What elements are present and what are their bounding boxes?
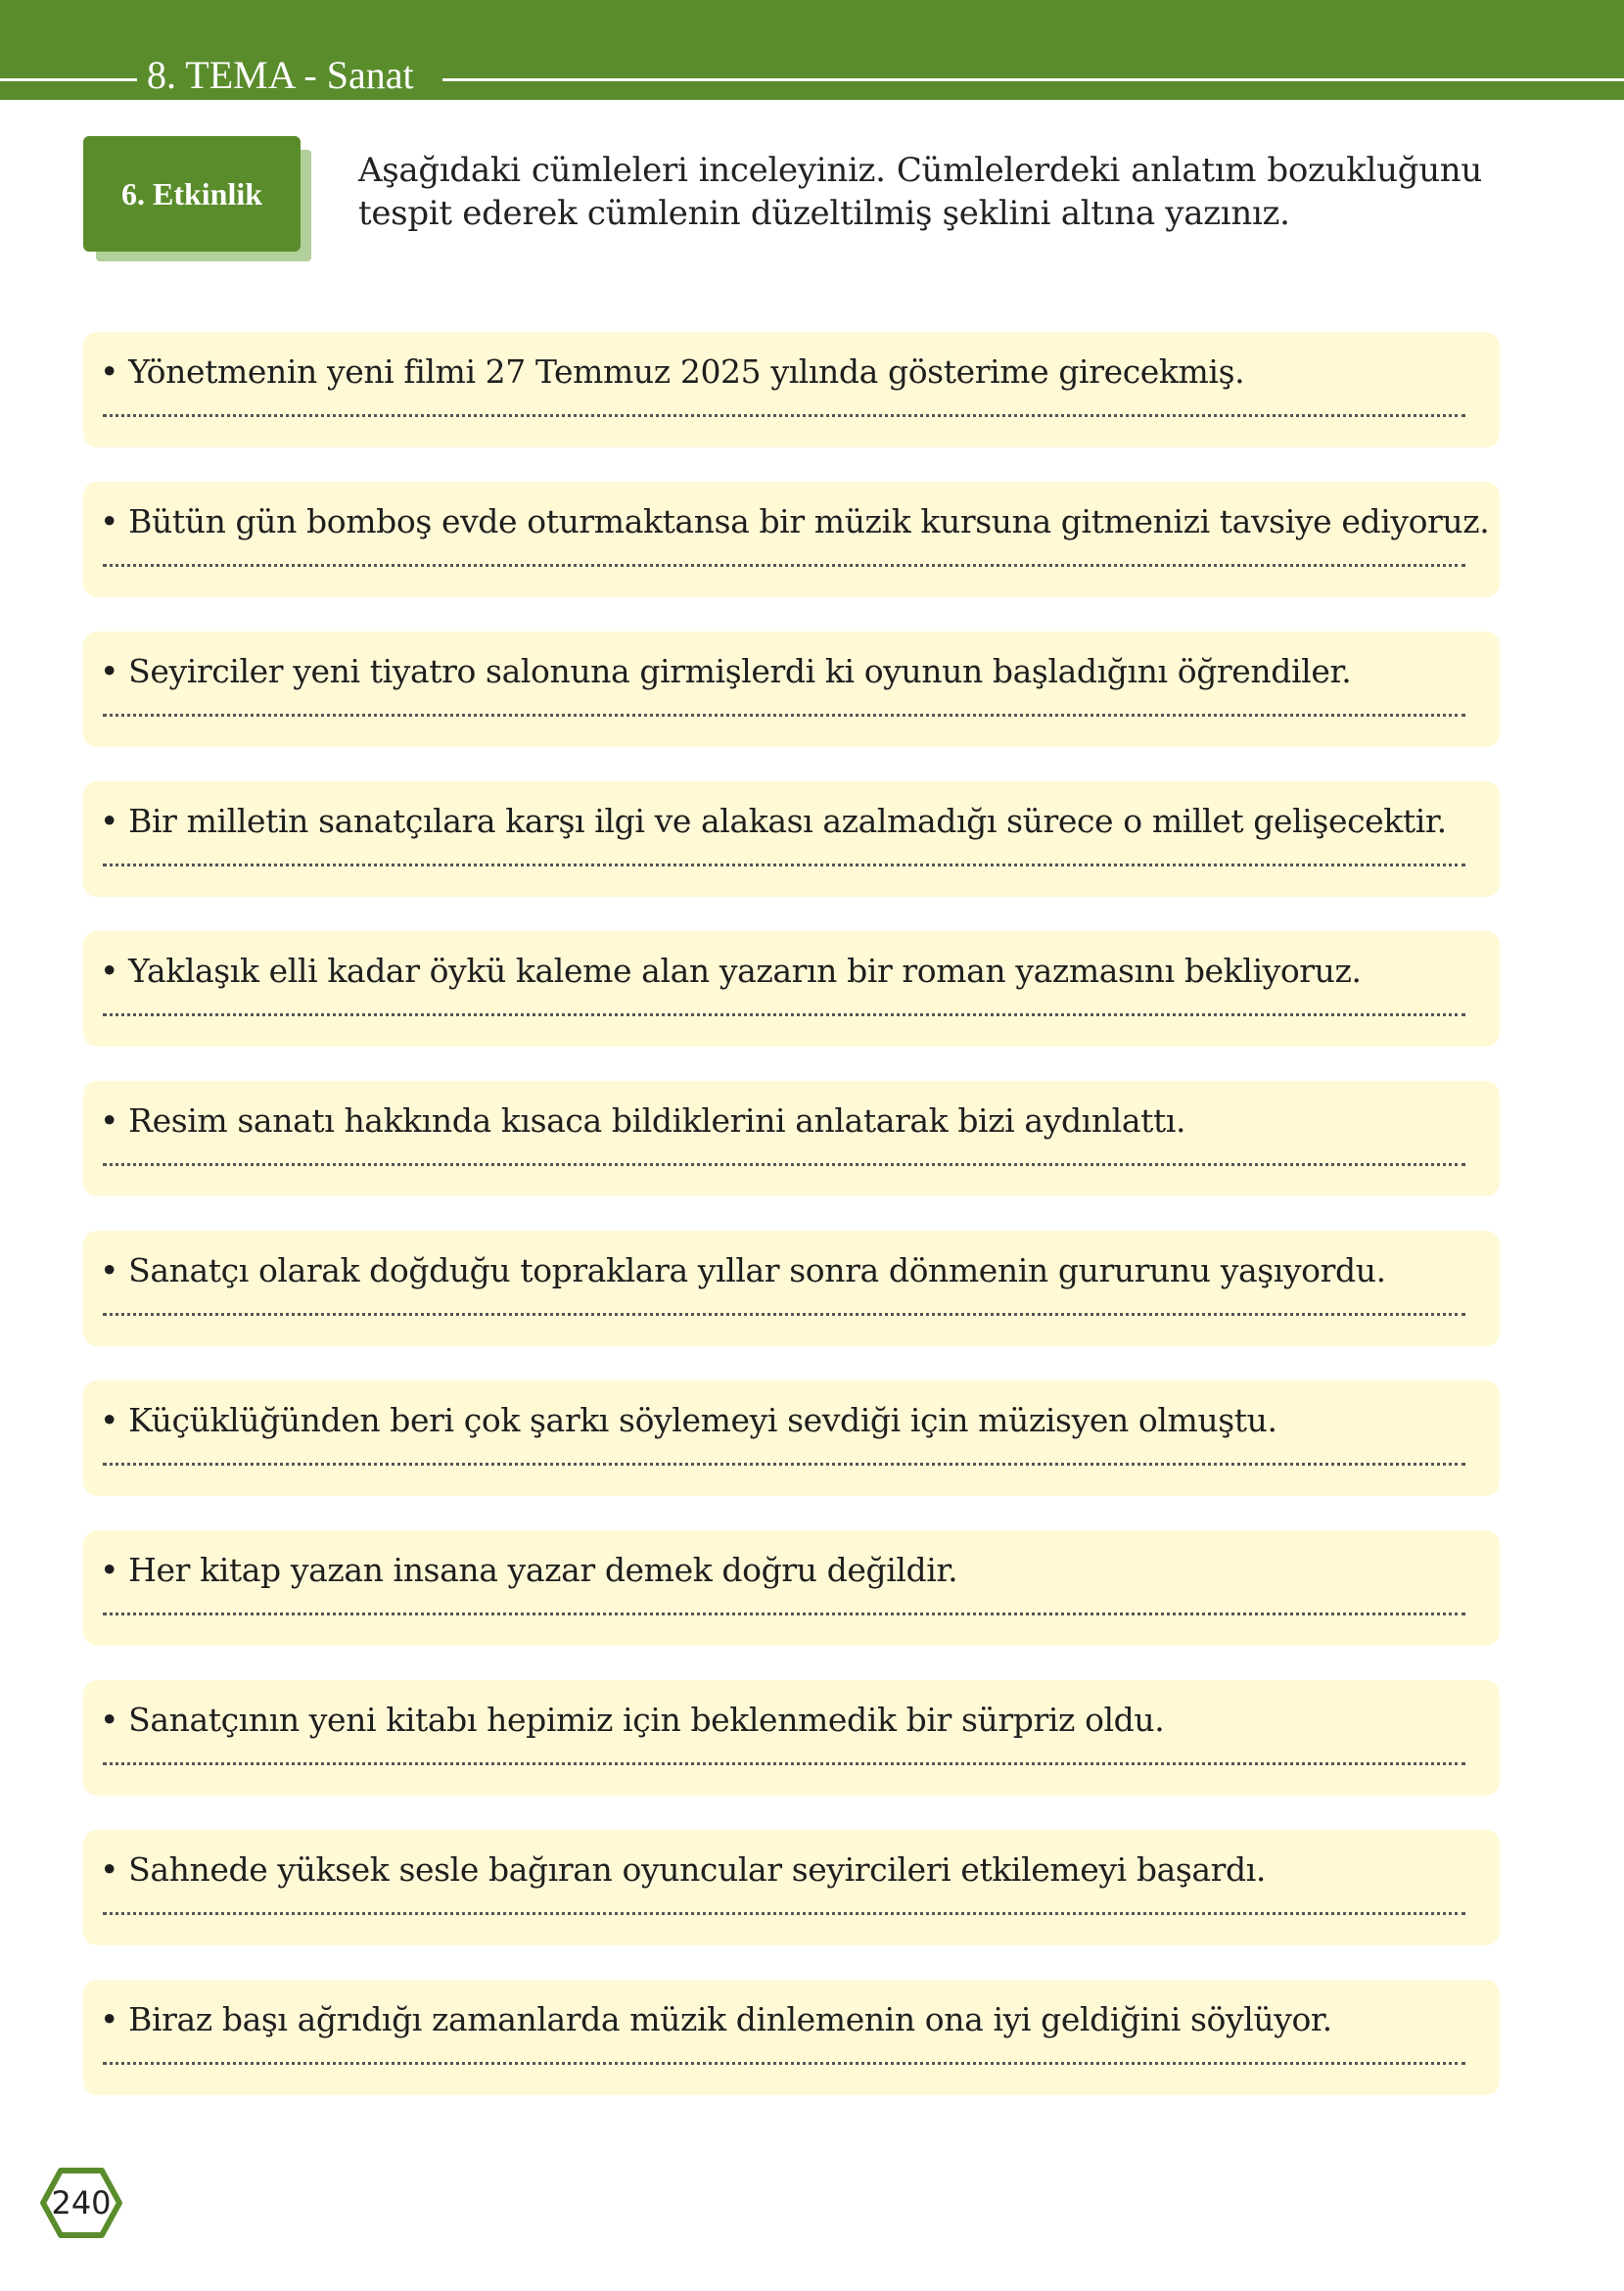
sentence-text: • Biraz başı ağrıdığı zamanlarda müzik dinlemenin ona iyi geldiğini söylüyor. (100, 2000, 1332, 2038)
sentence-item (83, 781, 1500, 897)
answer-line[interactable] (103, 2062, 1465, 2065)
page-number-badge (39, 2167, 123, 2239)
sentence-item (83, 1980, 1500, 2095)
theme-title: 8. TEMA - Sanat (147, 53, 414, 97)
answer-line[interactable] (103, 1313, 1465, 1316)
sentence-text: • Bir milletin sanatçılara karşı ilgi ve alakası azalmadığı sürece o millet gelişecektir. (100, 802, 1447, 840)
sentence-text: • Küçüklüğünden beri çok şarkı söylemeyi sevdiği için müzisyen olmuştu. (100, 1401, 1277, 1439)
sentence-item (83, 1081, 1500, 1196)
sentence-text: • Sanatçı olarak doğduğu topraklara yıllar sonra dönmenin gururunu yaşıyordu. (100, 1251, 1386, 1289)
header-rule-right (442, 78, 1624, 81)
answer-line[interactable] (103, 564, 1465, 567)
answer-line[interactable] (103, 1013, 1465, 1016)
sentence-item (83, 332, 1500, 447)
answer-line[interactable] (103, 1463, 1465, 1466)
answer-line[interactable] (103, 1912, 1465, 1915)
sentence-text: • Sanatçının yeni kitabı hepimiz için beklenmedik bir sürpriz oldu. (100, 1701, 1165, 1739)
sentence-item (83, 482, 1500, 597)
sentence-item (83, 1231, 1500, 1346)
sentence-item (83, 1830, 1500, 1945)
sentence-item (83, 931, 1500, 1047)
sentence-item (83, 1530, 1500, 1646)
sentence-text: • Yaklaşık elli kadar öykü kaleme alan yazarın bir roman yazmasını bekliyoruz. (100, 952, 1362, 990)
sentence-item (83, 631, 1500, 747)
sentence-text: • Seyirciler yeni tiyatro salonuna girmişlerdi ki oyunun başladığını öğrendiler. (100, 652, 1352, 690)
answer-line[interactable] (103, 1613, 1465, 1615)
answer-line[interactable] (103, 1762, 1465, 1765)
sentence-item (83, 1380, 1500, 1496)
sentence-text: • Bütün gün bomboş evde oturmaktansa bir müzik kursuna gitmenizi tavsiye ediyoruz. (100, 502, 1490, 540)
header-rule-left (0, 78, 137, 81)
activity-badge: 6. Etkinlik (83, 136, 301, 252)
answer-line[interactable] (103, 714, 1465, 717)
sentence-text: • Her kitap yazan insana yazar demek doğru değildir. (100, 1551, 958, 1589)
activity-instruction: Aşağıdaki cümleleri inceleyiniz. Cümlelerdeki anlatım bozukluğunu tespit ederek cümlenin düzeltilmiş şeklini altına yazınız. (358, 151, 1482, 233)
answer-line[interactable] (103, 864, 1465, 866)
sentence-text: • Resim sanatı hakkında kısaca bildiklerini anlatarak bizi aydınlattı. (100, 1101, 1186, 1140)
header-bar (0, 0, 1624, 100)
answer-line[interactable] (103, 1163, 1465, 1166)
sentence-list (83, 332, 1500, 2129)
sentence-text: • Sahnede yüksek sesle bağıran oyuncular seyircileri etkilemeyi başardı. (100, 1850, 1267, 1889)
sentence-text: • Yönetmenin yeni filmi 27 Temmuz 2025 yılında gösterime girecekmiş. (100, 352, 1245, 391)
answer-line[interactable] (103, 414, 1465, 417)
page-number: 240 (51, 2184, 112, 2221)
sentence-item (83, 1680, 1500, 1796)
